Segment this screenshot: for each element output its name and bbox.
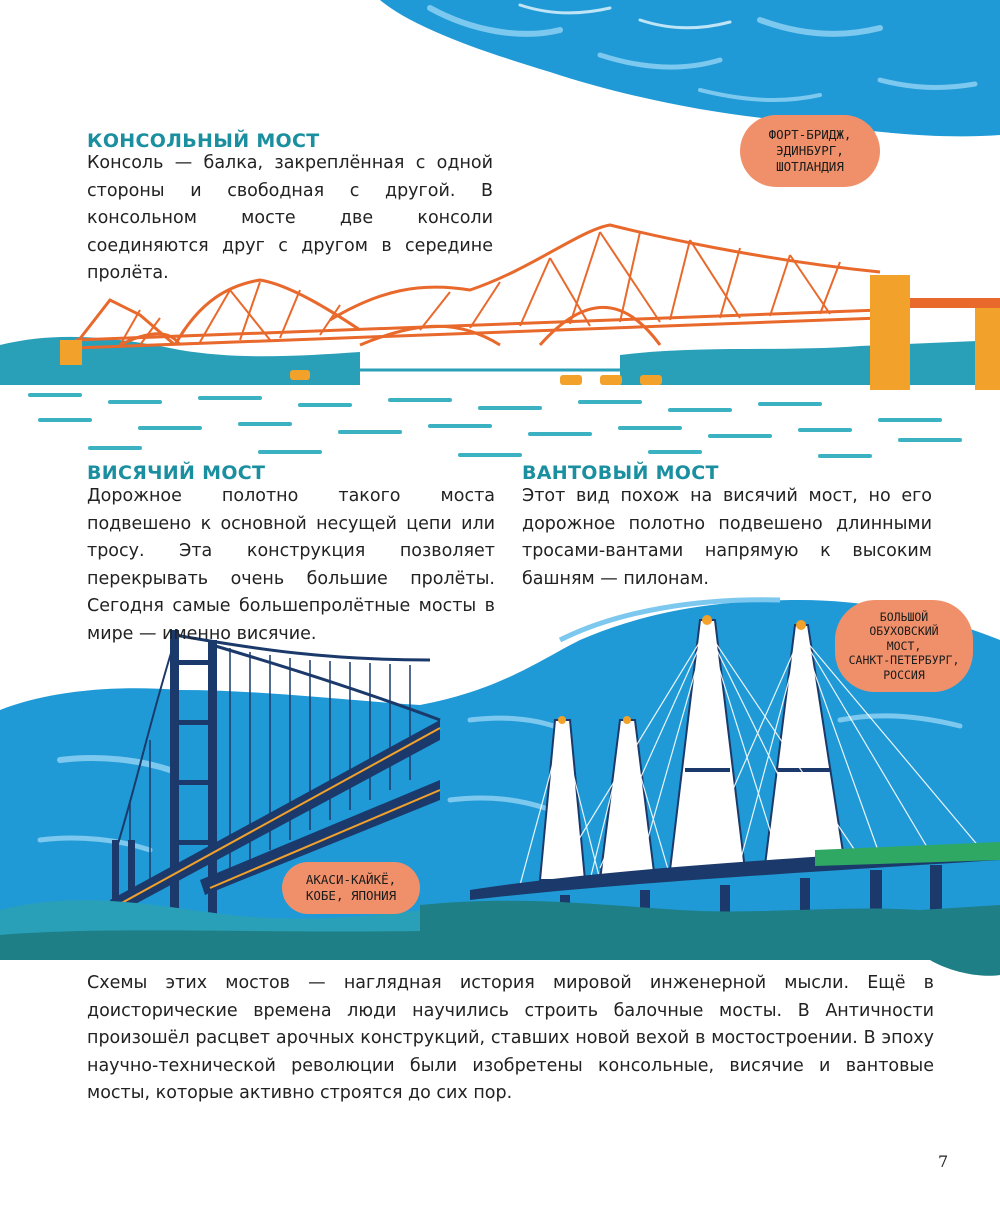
label-akashi-kaikyo-text: АКАСИ-КАЙКЁ, КОБЕ, ЯПОНИЯ [305, 872, 397, 903]
section-title-cantilever: КОНСОЛЬНЫЙ МОСТ [87, 130, 320, 152]
section-text-cable-stayed: Этот вид похож на висячий мост, но его дорожное полотно подвешено длинными тросами-вантами напрямую к высоким башням — пилонам. [522, 486, 932, 589]
conclusion-paragraph: Схемы этих мостов — наглядная история мировой инженерной мысли. Ещё в доисторические времена люди научились строить балочные мосты. В Античности произошёл расцвет арочных конструкций, ставших новой вехой в мостостроении. В эпоху научно-технической революции были изобретены консольные, висячие и вантовые мосты, которые активно строятся до сих пор. [87, 973, 934, 1103]
label-obukhovsky-text: БОЛЬШОЙ ОБУХОВСКИЙ МОСТ, САНКТ-ПЕТЕРБУРГ, РОССИЯ [848, 609, 960, 682]
label-obukhovsky [835, 600, 973, 692]
label-forth-bridge-text: ФОРТ-БРИДЖ, ЭДИНБУРГ, ШОТЛАНДИЯ [768, 127, 852, 174]
page-number: 7 [938, 1152, 949, 1171]
label-akashi-kaikyo [282, 862, 420, 914]
section-title-cable-stayed: ВАНТОВЫЙ МОСТ [522, 462, 719, 484]
section-text-suspension: Дорожное полотно такого моста подвешено к основной несущей цепи или тросу. Эта конструкция позволяет перекрывать очень большие пролёты. Сегодня самые большепролётные мосты в мире — именно висячие. [87, 486, 495, 644]
section-title-suspension: ВИСЯЧИЙ МОСТ [87, 462, 266, 484]
top-sky-illustration [380, 0, 1000, 136]
label-forth-bridge [740, 115, 880, 187]
section-text-cantilever: Консоль — балка, закреплённая с одной стороны и свободная с другой. В консольном мосте две консоли соединяются друг с другом в середине пролёта. [87, 153, 493, 283]
